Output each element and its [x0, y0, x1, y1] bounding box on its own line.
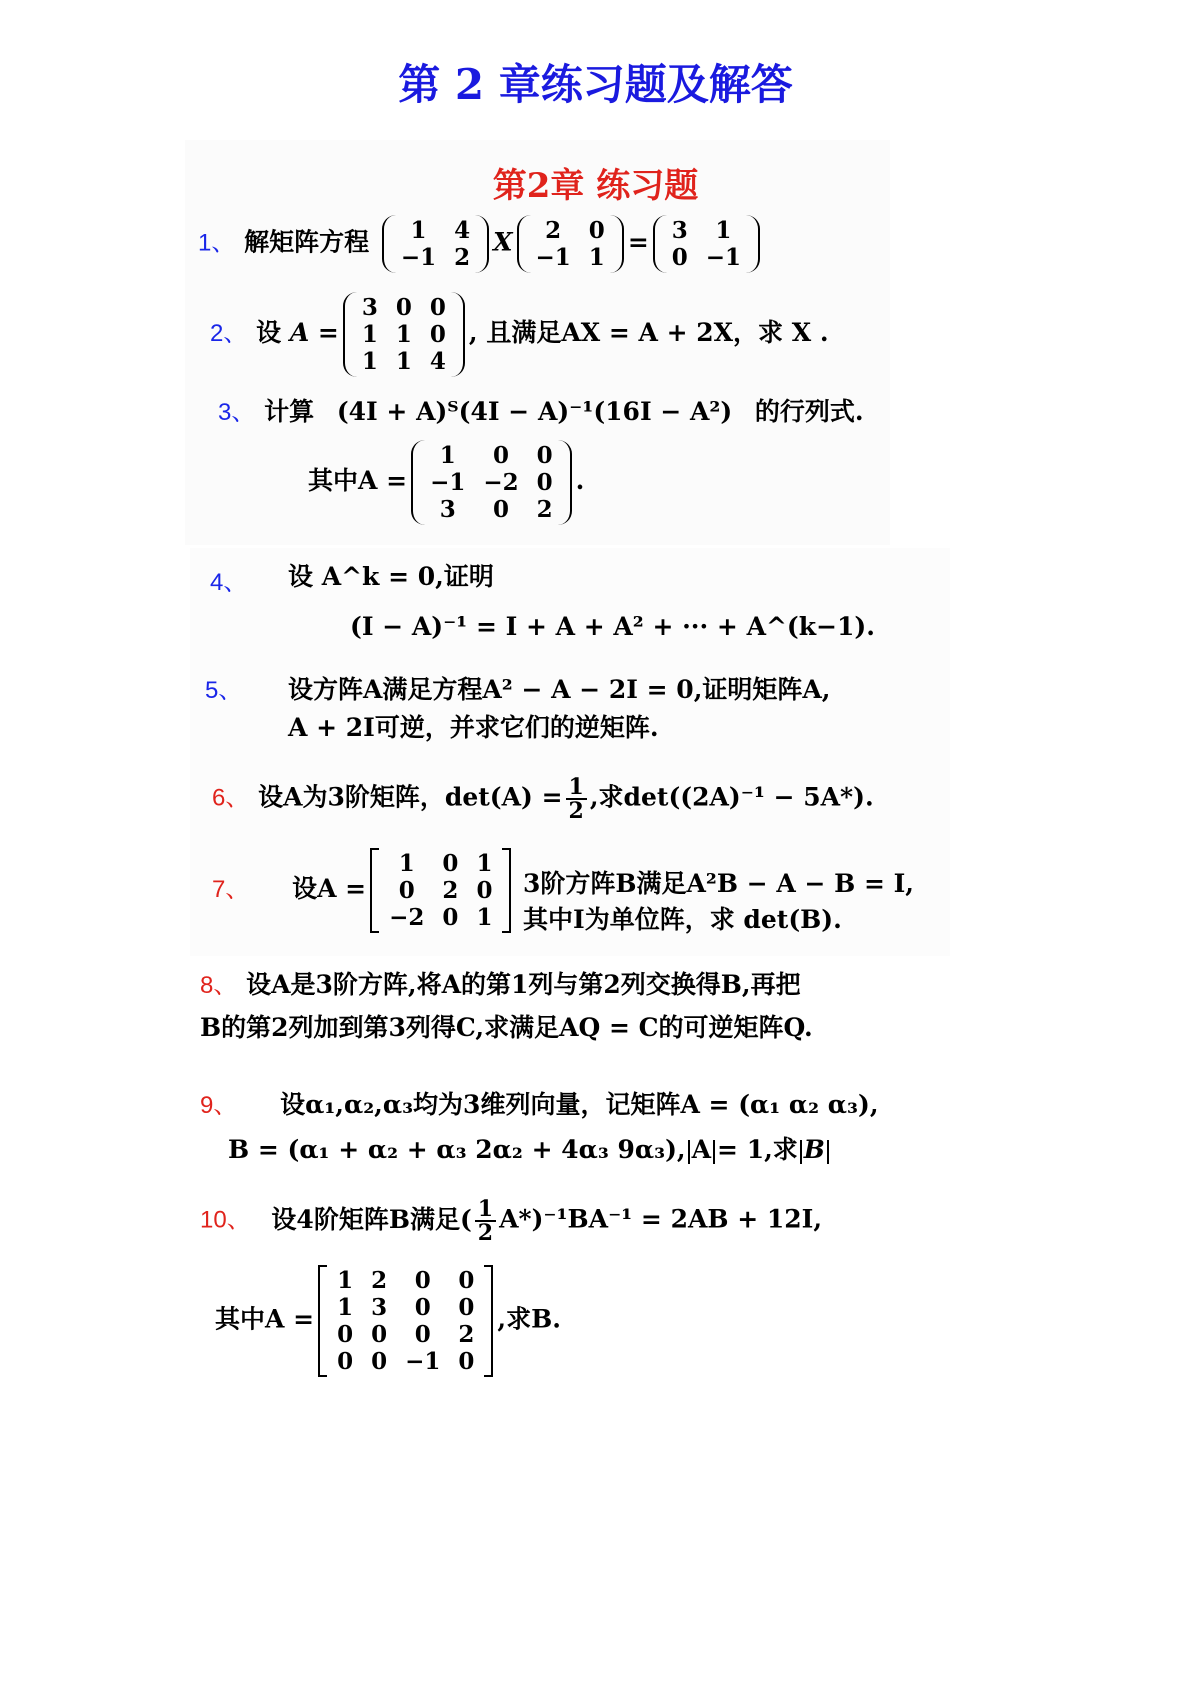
matrix-cell: 0	[429, 321, 446, 348]
matrix-cell: 4	[429, 348, 446, 375]
matrix-cell: 0	[337, 1321, 354, 1348]
matrix-cell: −1	[405, 1348, 441, 1375]
problem-9	[200, 1085, 879, 1121]
matrix-cell: 1	[439, 442, 456, 469]
matrix	[370, 848, 511, 933]
problem-number: 2、	[210, 320, 248, 347]
problem-pre: 设A =	[292, 874, 367, 903]
problem-8-line1: 设A是3阶方阵,将A的第1列与第2列交换得B,再把	[246, 970, 801, 999]
matrix-cell: 2	[536, 496, 553, 523]
matrix-cell: −2	[483, 469, 519, 496]
matrix-cell: 0	[671, 244, 688, 271]
variable: X	[493, 227, 513, 257]
numerator: 1	[566, 776, 587, 800]
matrix-cell: 0	[492, 442, 509, 469]
matrix-cell: 1	[337, 1267, 354, 1294]
problem-end: ,求B.	[497, 1304, 561, 1334]
matrix-cell: 0	[429, 294, 446, 321]
matrix-cell: 2	[442, 877, 459, 904]
matrix-cell: 0	[458, 1348, 475, 1375]
problem-number: 3、	[218, 399, 256, 426]
problem-tail: 的行列式.	[754, 397, 864, 426]
matrix	[343, 292, 465, 377]
matrix-cell: 0	[588, 217, 605, 244]
problem-9-line2	[228, 1130, 831, 1166]
period: .	[575, 466, 585, 495]
problem-number: 7、	[212, 876, 250, 903]
problem-6	[212, 776, 874, 822]
problem-text: 设	[256, 318, 282, 347]
matrix-cell: 1	[410, 217, 427, 244]
matrix-row	[328, 1348, 483, 1375]
problem-number: 5、	[205, 677, 243, 704]
problem-7	[212, 848, 515, 933]
problem-number: 6、	[212, 784, 250, 812]
expression: (4I + A)ᵀ(4I − A)⁻¹(16I − A²)	[336, 397, 733, 426]
matrix-row	[421, 496, 562, 523]
problem-4-line2: (I − A)⁻¹ = I + A + A² + ··· + A^(k−1).	[350, 612, 875, 641]
matrix-lhs: A =	[289, 318, 339, 347]
matrix-cell: 0	[476, 877, 493, 904]
matrix-cell: 0	[458, 1294, 475, 1321]
matrix-cell: −2	[389, 904, 425, 931]
section-title: 第2章 练习题	[492, 166, 699, 206]
matrix-cell: 0	[414, 1321, 431, 1348]
matrix-cell: 1	[588, 244, 605, 271]
problem-number: 9、	[200, 1092, 238, 1119]
det-bar	[713, 1140, 715, 1164]
matrix-cell: 1	[715, 217, 732, 244]
page-title: 第 2 章练习题及解答	[398, 60, 793, 109]
numerator: 1	[475, 1198, 496, 1222]
problem-8	[200, 965, 801, 1001]
matrix-cell: 1	[337, 1294, 354, 1321]
problem-rest: , 且满足AX = A + 2X，求 X .	[468, 318, 829, 347]
matrix-row	[421, 442, 562, 469]
problem-10-where	[215, 1265, 561, 1377]
where-text: 其中A =	[215, 1304, 315, 1334]
matrix-cell: 0	[492, 496, 509, 523]
problem-text: 解矩阵方程	[244, 227, 370, 257]
problem-3-where	[308, 440, 584, 525]
matrix	[653, 215, 760, 273]
matrix-cell: −1	[400, 244, 437, 271]
matrix-table	[328, 1267, 483, 1375]
problem-10	[200, 1198, 822, 1244]
matrix-cell: −1	[430, 469, 466, 496]
matrix-cell: 1	[476, 904, 493, 931]
matrix	[382, 215, 489, 273]
equals-sign: =	[627, 227, 649, 257]
matrix-cell: 0	[458, 1267, 475, 1294]
matrix-cell: 0	[414, 1267, 431, 1294]
matrix-cell: 2	[371, 1267, 388, 1294]
problem-5	[205, 670, 242, 705]
matrix	[517, 215, 624, 273]
problem-4-line1: 设 A^k = 0,证明	[288, 562, 494, 591]
matrix-cell: 2	[458, 1321, 475, 1348]
problem-number: 10、	[200, 1206, 251, 1234]
det-bar	[827, 1140, 829, 1164]
matrix-table	[380, 850, 501, 931]
matrix-cell: 3	[671, 217, 688, 244]
matrix-cell: 1	[398, 850, 415, 877]
matrix-cell: 1	[476, 850, 493, 877]
problem-number: 8、	[200, 972, 238, 999]
matrix-cell: 0	[442, 904, 459, 931]
det-eq: = 1,求	[717, 1135, 798, 1164]
matrix	[411, 440, 572, 525]
problem-7-line1: 3阶方阵B满足A²B − A − B = I,	[523, 869, 914, 898]
det-bar	[688, 1140, 690, 1164]
matrix-cell: 2	[545, 217, 562, 244]
matrix-cell: 0	[371, 1321, 388, 1348]
problem-2	[210, 292, 829, 377]
matrix-row	[380, 877, 501, 904]
det-b: B	[803, 1135, 825, 1164]
matrix-row	[353, 348, 455, 375]
problem-number: 1、	[198, 229, 236, 257]
matrix-row	[527, 244, 614, 271]
matrix-table	[663, 217, 750, 271]
matrix-cell: 4	[454, 217, 471, 244]
matrix-row	[380, 904, 501, 931]
matrix-cell: 0	[398, 877, 415, 904]
matrix-cell: 0	[414, 1294, 431, 1321]
matrix-cell: 3	[361, 294, 378, 321]
matrix-cell: 1	[395, 348, 412, 375]
matrix-cell: 1	[361, 321, 378, 348]
problem-pre: 设A为3阶矩阵，det(A) =	[258, 782, 563, 812]
problem-number: 4、	[210, 569, 248, 596]
matrix	[318, 1265, 493, 1377]
matrix-row	[527, 217, 614, 244]
problem-9-line1: 设α₁,α₂,α₃均为3维列向量，记矩阵A = (α₁ α₂ α₃),	[280, 1090, 879, 1119]
matrix-table	[421, 442, 562, 523]
matrix-cell: 0	[442, 850, 459, 877]
problem-4	[210, 562, 247, 597]
problem-5-line2: A + 2I可逆，并求它们的逆矩阵.	[288, 713, 659, 742]
matrix-cell: 0	[395, 294, 412, 321]
matrix-row	[328, 1321, 483, 1348]
denominator: 2	[568, 798, 584, 824]
matrix-cell: −1	[535, 244, 571, 271]
det-a: A	[691, 1135, 712, 1164]
matrix-row	[353, 294, 455, 321]
problem-text: 计算	[264, 397, 315, 426]
fraction	[475, 1198, 496, 1244]
problem-3	[218, 392, 864, 428]
matrix-row	[663, 244, 750, 271]
matrix-b-def: B = (α₁ + α₂ + α₃ 2α₂ + 4α₃ 9α₃),	[228, 1135, 686, 1164]
problem-5-line1: 设方阵A满足方程A² − A − 2I = 0,证明矩阵A,	[288, 675, 831, 704]
fraction	[566, 776, 587, 822]
matrix-row	[421, 469, 562, 496]
matrix-table	[353, 294, 455, 375]
matrix-row	[353, 321, 455, 348]
matrix-cell: 3	[371, 1294, 388, 1321]
problem-post: A*)⁻¹BA⁻¹ = 2AB + 12I,	[499, 1204, 823, 1234]
matrix-cell: 0	[337, 1348, 354, 1375]
matrix-cell: 1	[395, 321, 412, 348]
problem-7-line2: 其中I为单位阵，求 det(B).	[523, 905, 842, 934]
matrix-table	[392, 217, 479, 271]
matrix-row	[392, 217, 479, 244]
problem-post: ,求det((2A)⁻¹ − 5A*).	[589, 782, 874, 812]
det-bar	[800, 1140, 802, 1164]
matrix-cell: 0	[371, 1348, 388, 1375]
matrix-row	[328, 1294, 483, 1321]
matrix-cell: 0	[536, 442, 553, 469]
matrix-row	[380, 850, 501, 877]
matrix-cell: −1	[705, 244, 742, 271]
problem-8-line2: B的第2列加到第3列得C,求满足AQ = C的可逆矩阵Q.	[200, 1013, 813, 1042]
matrix-cell: 3	[439, 496, 456, 523]
matrix-cell: 2	[454, 244, 471, 271]
denominator: 2	[477, 1220, 494, 1246]
where-text: 其中A =	[308, 466, 408, 495]
matrix-row	[328, 1267, 483, 1294]
problem-pre: 设4阶矩阵B满足(	[271, 1204, 472, 1234]
matrix-table	[527, 217, 614, 271]
matrix-cell: 1	[361, 348, 378, 375]
problem-1	[198, 215, 764, 273]
matrix-row	[392, 244, 479, 271]
matrix-row	[663, 217, 750, 244]
matrix-cell: 0	[536, 469, 553, 496]
